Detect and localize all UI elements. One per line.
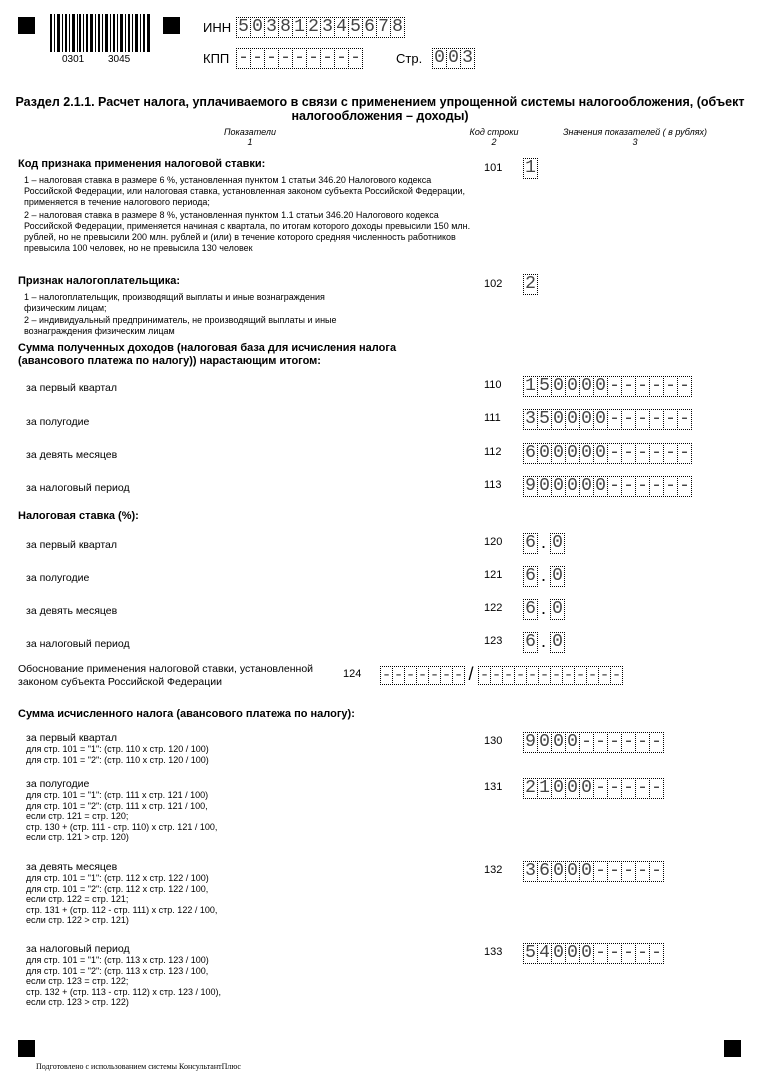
corner-marker-bottom-right bbox=[724, 1040, 741, 1057]
digit-cell: 0 bbox=[593, 376, 608, 397]
tax-title: Сумма исчисленного налога (авансового платежа по налогу): bbox=[18, 708, 355, 720]
tax-row-label: за налоговый период bbox=[26, 943, 130, 955]
income-field-113[interactable] bbox=[523, 476, 691, 497]
inn-label: ИНН bbox=[203, 20, 232, 35]
digit-cell: 0 bbox=[579, 409, 594, 430]
digit-cell: 7 bbox=[376, 17, 391, 38]
digit-cell: - bbox=[635, 443, 650, 464]
digit-cell: 1 bbox=[523, 376, 538, 397]
digit-cell: 0 bbox=[565, 943, 580, 964]
digit-cell: 8 bbox=[390, 17, 405, 38]
digit-cell: - bbox=[599, 666, 610, 684]
digit-cell: 0 bbox=[551, 443, 566, 464]
digit-cell: - bbox=[593, 732, 608, 753]
digit-cell: 4 bbox=[334, 17, 349, 38]
digit-cell: - bbox=[607, 778, 622, 799]
rate-field-123[interactable]: 6 . 0 bbox=[523, 632, 564, 653]
digit-cell: 1 bbox=[523, 158, 538, 179]
digit-cell: - bbox=[635, 409, 650, 430]
digit-cell: 1 bbox=[292, 17, 307, 38]
digit-cell: 0 bbox=[579, 476, 594, 497]
barcode bbox=[50, 14, 150, 52]
digit-cell: 0 bbox=[579, 443, 594, 464]
digit-cell: 2 bbox=[523, 778, 538, 799]
digit-cell: - bbox=[663, 476, 678, 497]
digit-cell: - bbox=[621, 409, 636, 430]
digit-cell: - bbox=[635, 778, 650, 799]
tax-field-132[interactable] bbox=[523, 861, 663, 882]
column-header-values: Значения показателей ( в рублях) 3 bbox=[562, 127, 708, 147]
line-code-120: 120 bbox=[484, 536, 503, 548]
line-code-122: 122 bbox=[484, 602, 503, 614]
digit-cell: 8 bbox=[278, 17, 293, 38]
digit-cell: - bbox=[649, 376, 664, 397]
digit-cell: 0 bbox=[579, 943, 594, 964]
digit-cell: 6 bbox=[523, 443, 538, 464]
digit-cell: - bbox=[663, 443, 678, 464]
income-field-110[interactable] bbox=[523, 376, 691, 397]
digit-cell: - bbox=[579, 732, 594, 753]
rate-row-label: за девять месяцев bbox=[26, 605, 118, 617]
digit-cell: 0 bbox=[446, 48, 461, 69]
digit-cell: - bbox=[621, 943, 636, 964]
digit-cell: 4 bbox=[537, 943, 552, 964]
line-code-131: 131 bbox=[484, 781, 503, 793]
barcode-number-right: 3045 bbox=[108, 54, 131, 65]
digit-cell: - bbox=[635, 861, 650, 882]
line-code-111: 111 bbox=[484, 412, 501, 424]
digit-cell: - bbox=[621, 476, 636, 497]
digit-cell: - bbox=[250, 48, 265, 69]
digit-cell: 9 bbox=[523, 732, 538, 753]
digit-cell: 0 bbox=[565, 443, 580, 464]
digit-cell: 3 bbox=[523, 861, 538, 882]
digit-cell: 6 bbox=[362, 17, 377, 38]
taxpayer-field[interactable] bbox=[523, 274, 537, 295]
digit-cell: - bbox=[292, 48, 307, 69]
rate-code-note-1: 1 – налоговая ставка в размере 6 %, установленная пунктом 1 статьи 346.20 Налогового кодекса Российской Федерации, или налоговая ставка, установленная законом субъекта Российской Федерации, применяется в течение налогового периода; bbox=[24, 175, 466, 207]
digit-cell: 5 bbox=[537, 376, 552, 397]
digit-cell: - bbox=[236, 48, 251, 69]
page-label: Стр. bbox=[396, 51, 423, 66]
column-header-code: Код строки 2 bbox=[469, 127, 519, 147]
income-row-label: за первый квартал bbox=[26, 382, 118, 394]
digit-cell: 0 bbox=[551, 943, 566, 964]
digit-cell: - bbox=[441, 666, 452, 684]
digit-cell: 0 bbox=[565, 778, 580, 799]
rate-row-label: за полугодие bbox=[26, 572, 90, 584]
taxpayer-note-1: 1 – налогоплательщик, производящий выплаты и иные вознаграждения физическим лицам; bbox=[24, 292, 325, 313]
tax-row-formula: для стр. 101 = "1": (стр. 112 х стр. 122 / 100) для стр. 101 = "2": (стр. 112 х стр. 122 / 100, если стр. 122 = стр. 121; стр. 131 + (стр. 112 - стр. 111) х стр. 122 / 100, если стр. 122 > стр. 121) bbox=[26, 873, 218, 925]
digit-cell: - bbox=[479, 666, 490, 684]
digit-cell: 0 bbox=[593, 443, 608, 464]
digit-cell: 0 bbox=[432, 48, 447, 69]
digit-cell: - bbox=[635, 732, 650, 753]
tax-row-formula: для стр. 101 = "1": (стр. 111 х стр. 121 / 100) для стр. 101 = "2": (стр. 111 х стр. 121 / 100, если стр. 121 = стр. 120; стр. 130 + (стр. 111 - стр. 110) х стр. 121 / 100, если стр. 121 > стр. 120) bbox=[26, 790, 218, 842]
income-row-label: за девять месяцев bbox=[26, 449, 118, 461]
digit-cell: - bbox=[491, 666, 502, 684]
tax-row-label: за полугодие bbox=[26, 778, 90, 790]
digit-cell: - bbox=[607, 943, 622, 964]
line-code-102: 102 bbox=[484, 278, 503, 290]
digit-cell: - bbox=[405, 666, 416, 684]
digit-cell: - bbox=[649, 778, 664, 799]
taxpayer-title: Признак налогоплательщика: bbox=[18, 275, 180, 287]
digit-cell: 0 bbox=[579, 376, 594, 397]
digit-cell: - bbox=[503, 666, 514, 684]
corner-marker-bottom-left bbox=[18, 1040, 35, 1057]
digit-cell: - bbox=[563, 666, 574, 684]
digit-cell: 3 bbox=[523, 409, 538, 430]
digit-cell: 3 bbox=[460, 48, 475, 69]
digit-cell: 0 bbox=[537, 732, 552, 753]
tax-row-label: за первый квартал bbox=[26, 732, 118, 744]
digit-cell: 0 bbox=[537, 443, 552, 464]
line-code-121: 121 bbox=[484, 569, 503, 581]
digit-cell: - bbox=[278, 48, 293, 69]
digit-cell: 0 bbox=[551, 376, 566, 397]
digit-cell: - bbox=[607, 409, 622, 430]
kpp-field[interactable] bbox=[236, 48, 362, 69]
digit-cell: 3 bbox=[320, 17, 335, 38]
digit-cell: - bbox=[587, 666, 598, 684]
digit-cell: - bbox=[649, 409, 664, 430]
digit-cell: - bbox=[663, 409, 678, 430]
rate-code-note-2: 2 – налоговая ставка в размере 8 %, установленная пунктом 1.1 статьи 346.20 Налогового кодекса Российской Федерации, применяется начиная с квартала, по итогам которого доходы превысили 150 млн. рублей, но не превысили 200 млн. рублей и (или) в течение которого средняя численность работников превысила 100 человек, но не превысила 130 человек bbox=[24, 210, 471, 253]
digit-cell: - bbox=[593, 943, 608, 964]
line-code-124: 124 bbox=[343, 668, 362, 680]
digit-cell: - bbox=[607, 861, 622, 882]
digit-cell: - bbox=[593, 861, 608, 882]
page-number-field[interactable] bbox=[432, 48, 474, 69]
column-header-indicators: Показатели 1 bbox=[224, 127, 276, 147]
tax-row-formula: для стр. 101 = "1": (стр. 110 х стр. 120 / 100) для стр. 101 = "2": (стр. 110 х стр. 120 / 100) bbox=[26, 744, 209, 765]
digit-cell: - bbox=[515, 666, 526, 684]
digit-cell: - bbox=[649, 443, 664, 464]
tax-field-130[interactable] bbox=[523, 732, 663, 753]
corner-marker-top-left bbox=[18, 17, 35, 34]
digit-cell: - bbox=[417, 666, 428, 684]
rate-field-121[interactable]: 6 . 0 bbox=[523, 566, 564, 587]
digit-cell: - bbox=[527, 666, 538, 684]
digit-cell: - bbox=[621, 443, 636, 464]
digit-cell: - bbox=[621, 376, 636, 397]
digit-cell: - bbox=[334, 48, 349, 69]
digit-cell: - bbox=[348, 48, 363, 69]
digit-cell: 0 bbox=[565, 409, 580, 430]
digit-cell: 0 bbox=[579, 861, 594, 882]
digit-cell: - bbox=[635, 943, 650, 964]
digit-cell: 0 bbox=[593, 476, 608, 497]
digit-cell: - bbox=[677, 376, 692, 397]
rate-code-title: Код признака применения налоговой ставки: bbox=[18, 158, 266, 170]
digit-cell: - bbox=[575, 666, 586, 684]
digit-cell: 0 bbox=[551, 409, 566, 430]
digit-cell: - bbox=[635, 376, 650, 397]
digit-cell: 2 bbox=[306, 17, 321, 38]
inn-field[interactable] bbox=[236, 17, 404, 38]
digit-cell: 0 bbox=[565, 376, 580, 397]
line-code-133: 133 bbox=[484, 946, 503, 958]
line-code-132: 132 bbox=[484, 864, 503, 876]
digit-cell: 1 bbox=[537, 778, 552, 799]
digit-cell: 6 bbox=[537, 861, 552, 882]
digit-cell: - bbox=[649, 476, 664, 497]
line-code-101: 101 bbox=[484, 162, 503, 174]
digit-cell: - bbox=[381, 666, 392, 684]
kpp-label: КПП bbox=[203, 51, 230, 66]
digit-cell: - bbox=[635, 476, 650, 497]
taxpayer-note-2: 2 – индивидуальный предприниматель, не производящий выплаты и иные вознаграждения физическим лицам bbox=[24, 315, 337, 336]
digit-cell: 2 bbox=[523, 274, 538, 295]
digit-cell: - bbox=[677, 409, 692, 430]
rate-title: Налоговая ставка (%): bbox=[18, 510, 139, 522]
footer-note: Подготовлено с использованием системы КонсультантПлюс bbox=[36, 1062, 241, 1071]
digit-cell: - bbox=[621, 778, 636, 799]
digit-cell: - bbox=[663, 376, 678, 397]
digit-cell: - bbox=[393, 666, 404, 684]
tax-field-131[interactable] bbox=[523, 778, 663, 799]
digit-cell: - bbox=[649, 732, 664, 753]
digit-cell: 0 bbox=[551, 861, 566, 882]
digit-cell: 3 bbox=[264, 17, 279, 38]
corner-marker-top-right bbox=[163, 17, 180, 34]
digit-cell: - bbox=[621, 861, 636, 882]
justification-field[interactable]: - - - - - - - / - - - - - - - - - - - - bbox=[381, 664, 622, 684]
digit-cell: 5 bbox=[537, 409, 552, 430]
line-code-123: 123 bbox=[484, 635, 503, 647]
digit-cell: 0 bbox=[565, 476, 580, 497]
line-code-110: 110 bbox=[484, 379, 502, 391]
justification-label: Обоснование применения налоговой ставки, установленной законом субъекта Российской Федерации bbox=[18, 663, 314, 688]
tax-row-label: за девять месяцев bbox=[26, 861, 118, 873]
digit-cell: 9 bbox=[523, 476, 538, 497]
digit-cell: - bbox=[649, 943, 664, 964]
digit-cell: - bbox=[607, 732, 622, 753]
digit-cell: - bbox=[306, 48, 321, 69]
income-row-label: за налоговый период bbox=[26, 482, 130, 494]
tax-row-formula: для стр. 101 = "1": (стр. 113 х стр. 123 / 100) для стр. 101 = "2": (стр. 113 х стр. 123 / 100, если стр. 123 = стр. 122; стр. 132 + (стр. 113 - стр. 112) х стр. 123 / 100), если стр. 123 > стр. 122) bbox=[26, 955, 222, 1007]
digit-cell: - bbox=[320, 48, 335, 69]
digit-cell: - bbox=[429, 666, 440, 684]
line-code-112: 112 bbox=[484, 446, 502, 458]
digit-cell: - bbox=[677, 476, 692, 497]
digit-cell: - bbox=[593, 778, 608, 799]
digit-cell: 5 bbox=[348, 17, 363, 38]
digit-cell: - bbox=[453, 666, 464, 684]
rate-field-120[interactable]: 6 . 0 bbox=[523, 533, 564, 554]
digit-cell: 0 bbox=[565, 861, 580, 882]
rate-field-122[interactable]: 6 . 0 bbox=[523, 599, 564, 620]
income-field-112[interactable] bbox=[523, 443, 691, 464]
income-row-label: за полугодие bbox=[26, 416, 90, 428]
digit-cell: - bbox=[677, 443, 692, 464]
tax-field-133[interactable] bbox=[523, 943, 663, 964]
digit-cell: 0 bbox=[551, 778, 566, 799]
line-code-113: 113 bbox=[484, 479, 502, 491]
digit-cell: 0 bbox=[593, 409, 608, 430]
rate-row-label: за налоговый период bbox=[26, 638, 130, 650]
section-title: Раздел 2.1.1. Расчет налога, уплачиваемого в связи с применением упрощенной системы налогообложения, (объект налогообложения – доходы) bbox=[15, 95, 745, 123]
digit-cell: - bbox=[264, 48, 279, 69]
line-code-130: 130 bbox=[484, 735, 503, 747]
digit-cell: - bbox=[607, 376, 622, 397]
digit-cell: 5 bbox=[236, 17, 251, 38]
digit-cell: 5 bbox=[523, 943, 538, 964]
income-title: Сумма полученных доходов (налоговая база для исчисления налога (авансового платежа по налогу)) нарастающим итогом: bbox=[18, 342, 397, 367]
digit-cell: 0 bbox=[537, 476, 552, 497]
digit-cell: - bbox=[649, 861, 664, 882]
rate-row-label: за первый квартал bbox=[26, 539, 118, 551]
income-field-111[interactable] bbox=[523, 409, 691, 430]
rate-code-field[interactable] bbox=[523, 158, 537, 179]
digit-cell: - bbox=[611, 666, 622, 684]
digit-cell: 0 bbox=[579, 778, 594, 799]
digit-cell: - bbox=[539, 666, 550, 684]
digit-cell: 0 bbox=[250, 17, 265, 38]
digit-cell: - bbox=[551, 666, 562, 684]
digit-cell: 0 bbox=[551, 732, 566, 753]
digit-cell: 0 bbox=[551, 476, 566, 497]
digit-cell: - bbox=[607, 443, 622, 464]
digit-cell: - bbox=[621, 732, 636, 753]
barcode-number-left: 0301 bbox=[62, 54, 85, 65]
digit-cell: 0 bbox=[565, 732, 580, 753]
digit-cell: - bbox=[607, 476, 622, 497]
